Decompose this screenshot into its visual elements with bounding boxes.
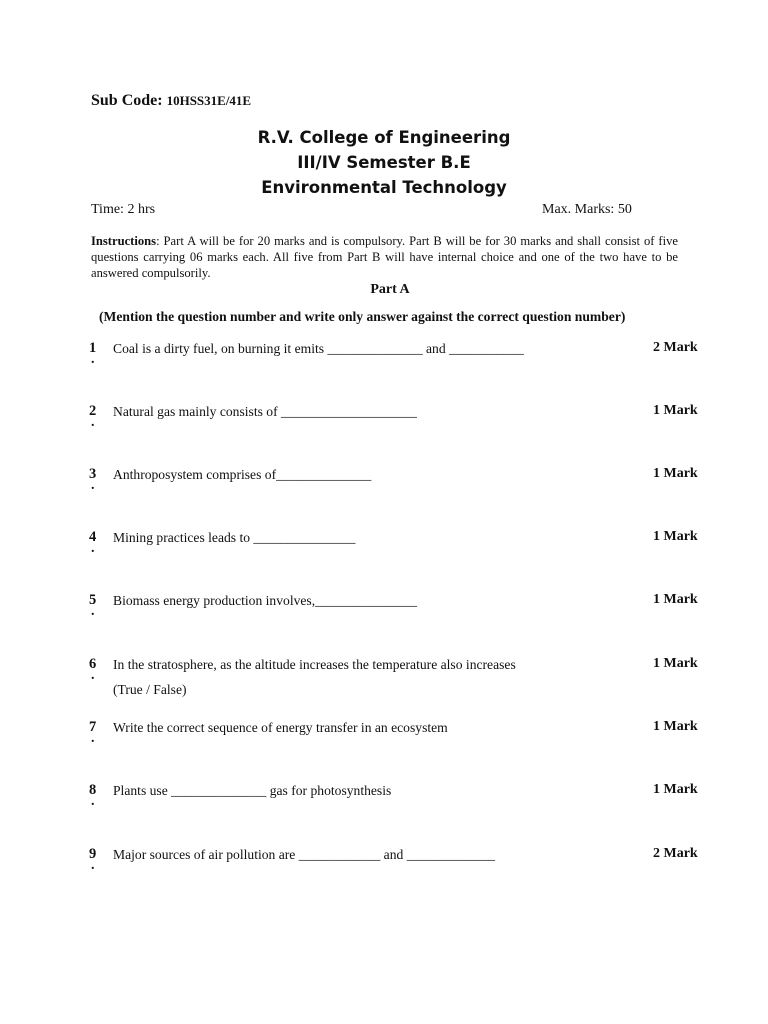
question-marks: 1 Mark bbox=[653, 782, 698, 797]
question-item bbox=[0, 782, 768, 842]
instructions-label: Instructions bbox=[91, 234, 157, 248]
question-text: Major sources of air pollution are ____________ and _____________ bbox=[113, 847, 496, 862]
question-item bbox=[0, 592, 768, 652]
max-marks: Max. Marks: 50 bbox=[542, 202, 632, 217]
question-text: Mining practices leads to _______________ bbox=[113, 530, 356, 545]
question-number-dot: . bbox=[91, 794, 95, 809]
college-name: R.V. College of Engineering bbox=[257, 128, 511, 147]
question-text: Anthroposystem comprises of______________ bbox=[113, 467, 372, 482]
instructions bbox=[91, 233, 678, 281]
question-item bbox=[0, 403, 768, 463]
question-text: Write the correct sequence of energy transfer in an ecosystem bbox=[113, 720, 448, 735]
question-number: 3 bbox=[89, 466, 97, 482]
question-item bbox=[0, 719, 768, 779]
question-number: 4 bbox=[89, 529, 97, 545]
question-number-dot: . bbox=[91, 858, 95, 873]
question-marks: 1 Mark bbox=[653, 403, 698, 418]
question-number-dot: . bbox=[91, 668, 95, 683]
question-text: Natural gas mainly consists of ____________________ bbox=[113, 404, 417, 419]
question-number: 1 bbox=[89, 340, 97, 356]
subject-title: Environmental Technology bbox=[261, 178, 507, 197]
question-number: 6 bbox=[89, 656, 97, 672]
question-text: Biomass energy production involves,_______________ bbox=[113, 593, 418, 608]
question-number: 5 bbox=[89, 592, 97, 608]
question-item bbox=[0, 656, 768, 716]
question-marks: 1 Mark bbox=[653, 656, 698, 671]
question-number: 9 bbox=[89, 846, 97, 862]
instructions-text: : Part A will be for 20 marks and is compulsory. Part B will be for 30 marks and shall consist of five questions carrying 06 marks each. All five from Part B will have internal choice and one of the two have to be answered compulsorily. bbox=[91, 234, 678, 280]
sub-code bbox=[91, 92, 251, 110]
question-number-dot: . bbox=[91, 352, 95, 367]
question-marks: 1 Mark bbox=[653, 466, 698, 481]
question-marks: 1 Mark bbox=[653, 592, 698, 607]
question-item bbox=[0, 466, 768, 526]
question-number-dot: . bbox=[91, 415, 95, 430]
question-marks: 2 Mark bbox=[653, 340, 698, 355]
question-marks: 2 Mark bbox=[653, 846, 698, 861]
question-item bbox=[0, 529, 768, 589]
question-number-dot: . bbox=[91, 541, 95, 556]
question-subtext: (True / False) bbox=[113, 682, 187, 697]
semester-title: III/IV Semester B.E bbox=[297, 153, 471, 172]
question-text: Coal is a dirty fuel, on burning it emits ______________ and ___________ bbox=[113, 341, 524, 356]
exam-time: Time: 2 hrs bbox=[91, 202, 156, 217]
part-a-title: Part A bbox=[370, 282, 410, 297]
sub-code-value: 10HSS31E/41E bbox=[166, 93, 252, 108]
question-marks: 1 Mark bbox=[653, 529, 698, 544]
part-a-note: (Mention the question number and write only answer against the correct question number) bbox=[99, 309, 626, 324]
question-number: 7 bbox=[89, 719, 97, 735]
question-number-dot: . bbox=[91, 478, 95, 493]
question-number: 8 bbox=[89, 782, 97, 798]
question-number-dot: . bbox=[91, 731, 95, 746]
question-marks: 1 Mark bbox=[653, 719, 698, 734]
question-text: In the stratosphere, as the altitude increases the temperature also increases bbox=[113, 657, 516, 672]
sub-code-label: Sub Code: bbox=[91, 92, 163, 109]
question-number: 2 bbox=[89, 403, 97, 419]
question-item bbox=[0, 340, 768, 400]
question-item bbox=[0, 846, 768, 906]
question-text: Plants use ______________ gas for photosynthesis bbox=[113, 783, 392, 798]
question-number-dot: . bbox=[91, 604, 95, 619]
